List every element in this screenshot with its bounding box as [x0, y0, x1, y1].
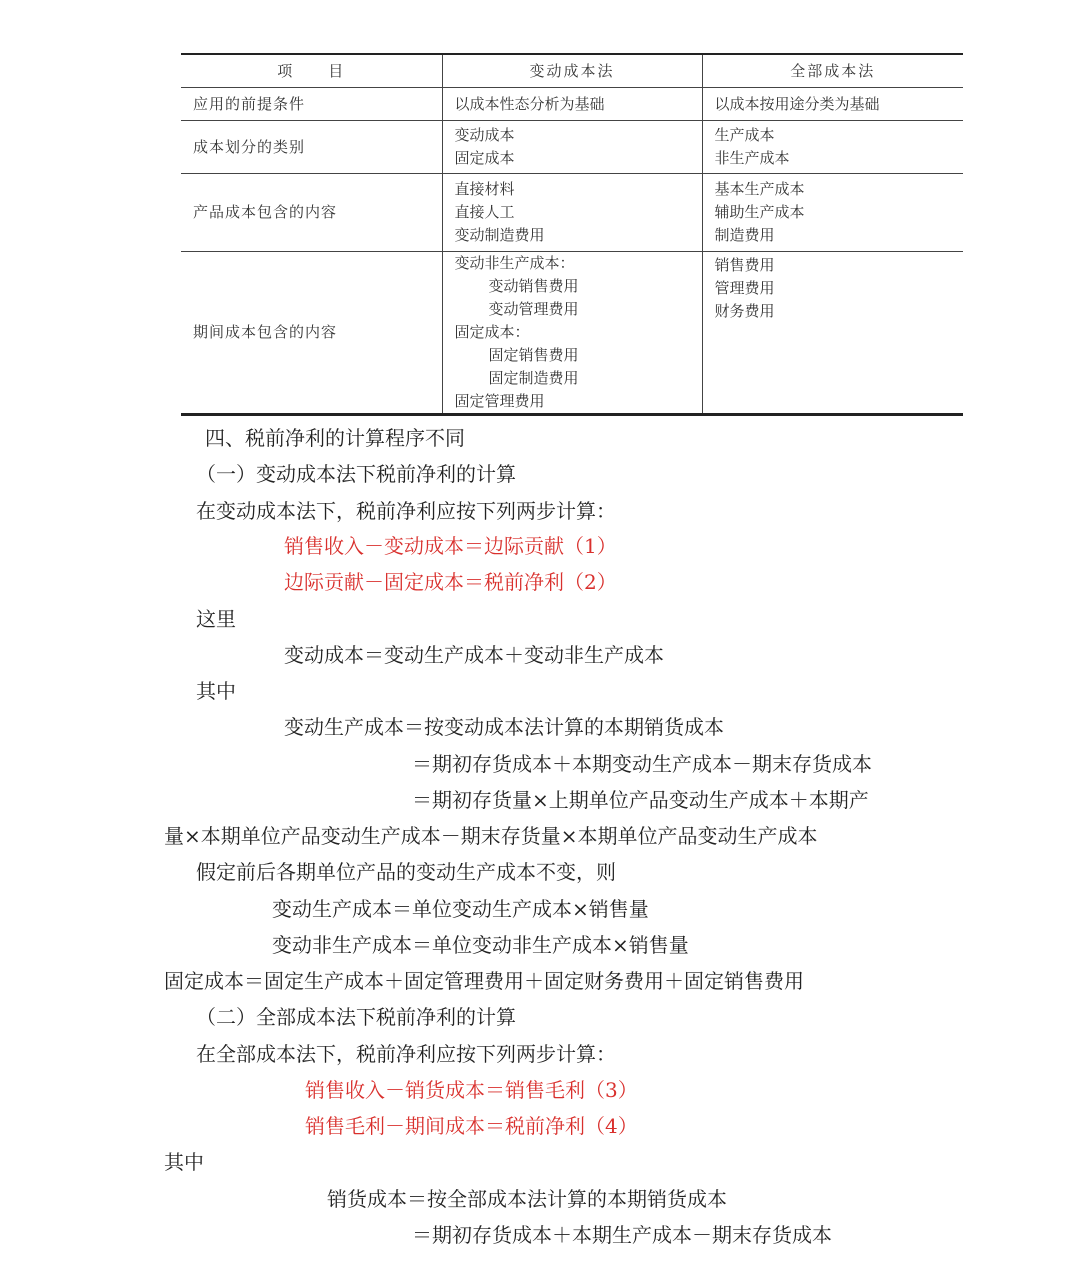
- cell-line: 变动销售费用: [488, 277, 579, 295]
- cell-line: 非生产成本: [714, 149, 790, 167]
- cell-line: 变动成本: [454, 126, 515, 144]
- header-item: 项 目: [181, 54, 442, 88]
- variable-cell: [442, 121, 702, 174]
- cell-line: 固定制造费用: [488, 369, 579, 387]
- text-among: 其中: [196, 679, 236, 703]
- cell-line: 基本生产成本: [714, 180, 805, 198]
- variable-cell: [442, 252, 702, 415]
- subsection-heading-1: （一）变动成本法下税前净利的计算: [196, 462, 516, 486]
- formula-3: 销售收入－销货成本＝销售毛利（3）: [305, 1078, 638, 1102]
- full-cell: [702, 121, 963, 174]
- cogs-equation: ＝期初存货成本＋本期生产成本－期末存货成本: [412, 1223, 832, 1247]
- cell-line: 生产成本: [714, 126, 775, 144]
- cell-line: 直接人工: [454, 203, 515, 221]
- formula-2: 边际贡献－固定成本＝税前净利（2）: [284, 570, 617, 594]
- table-row: [181, 121, 963, 174]
- full-cell: [702, 252, 963, 415]
- header-full-costing: 全部成本法: [702, 54, 963, 88]
- row-label: 期间成本包含的内容: [181, 252, 442, 415]
- variable-cell: [442, 174, 702, 252]
- cell-line: 变动非生产成本：: [454, 254, 575, 272]
- variable-cost-formula: 变动成本＝变动生产成本＋变动非生产成本: [284, 643, 664, 667]
- cell-line: 变动管理费用: [488, 300, 579, 318]
- assumption-text: 假定前后各期单位产品的变动生产成本不变，则: [196, 860, 616, 884]
- row-label: 应用的前提条件: [181, 88, 442, 121]
- fixed-cost-formula: 固定成本＝固定生产成本＋固定管理费用＋固定财务费用＋固定销售费用: [164, 969, 804, 993]
- cell-line: 固定成本：: [454, 323, 530, 341]
- variable-cell: [442, 88, 702, 121]
- cell-line: 固定成本: [454, 149, 515, 167]
- cell-line: 变动制造费用: [454, 226, 545, 244]
- row-label: 成本划分的类别: [181, 121, 442, 174]
- text-among-2: 其中: [164, 1150, 204, 1174]
- cell-line: 固定管理费用: [454, 392, 545, 410]
- table-row: [181, 88, 963, 121]
- full-cell: [702, 174, 963, 252]
- table-row: [181, 174, 963, 252]
- cell-line: 以成本按用途分类为基础: [714, 94, 880, 113]
- cell-line: 以成本性态分析为基础: [454, 94, 605, 113]
- intro-text-1: 在变动成本法下，税前净利应按下列两步计算：: [196, 499, 616, 523]
- header-variable-costing: 变动成本法: [442, 54, 702, 88]
- equation-line-1: ＝期初存货成本＋本期变动生产成本－期末存货成本: [412, 752, 872, 776]
- cell-line: 制造费用: [714, 226, 775, 244]
- row-label: 产品成本包含的内容: [181, 174, 442, 252]
- equation-line-2: ＝期初存货量×上期单位产品变动生产成本＋本期产: [412, 788, 869, 812]
- cell-line: 固定销售费用: [488, 346, 579, 364]
- full-cell: [702, 88, 963, 121]
- cell-line: 销售费用: [714, 256, 775, 274]
- section-heading: 四、税前净利的计算程序不同: [205, 426, 465, 450]
- text-here: 这里: [196, 607, 236, 631]
- variable-production-cost-formula-2: 变动生产成本＝单位变动生产成本×销售量: [272, 897, 649, 921]
- cell-line: 辅助生产成本: [714, 203, 805, 221]
- cogs-formula: 销货成本＝按全部成本法计算的本期销货成本: [327, 1187, 727, 1211]
- intro-text-2: 在全部成本法下，税前净利应按下列两步计算：: [196, 1042, 616, 1066]
- cell-line: 财务费用: [714, 302, 775, 320]
- formula-1: 销售收入－变动成本＝边际贡献（1）: [284, 534, 617, 558]
- subsection-heading-2: （二）全部成本法下税前净利的计算: [196, 1005, 516, 1029]
- table-header-row: [181, 54, 963, 88]
- comparison-table: [181, 53, 963, 416]
- formula-4: 销售毛利－期间成本＝税前净利（4）: [305, 1114, 638, 1138]
- variable-production-cost-formula: 变动生产成本＝按变动成本法计算的本期销货成本: [284, 715, 724, 739]
- cell-line: 管理费用: [714, 279, 775, 297]
- cell-line: 直接材料: [454, 180, 515, 198]
- table-row: [181, 252, 963, 415]
- equation-line-2-continued: 量×本期单位产品变动生产成本－期末存货量×本期单位产品变动生产成本: [164, 824, 818, 848]
- variable-nonproduction-cost-formula: 变动非生产成本＝单位变动非生产成本×销售量: [272, 933, 689, 957]
